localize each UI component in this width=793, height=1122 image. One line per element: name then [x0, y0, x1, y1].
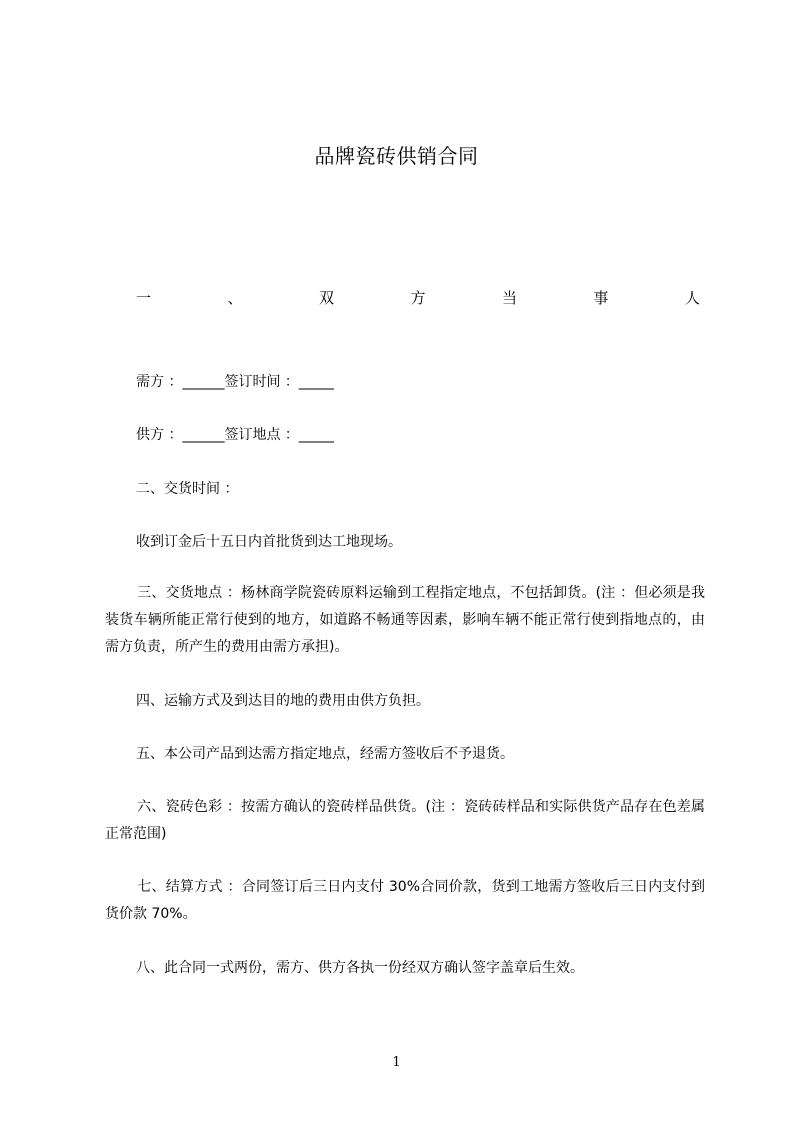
- section3-text: 三、交货地点 ：杨林商学院瓷砖原料运输到工程指定地点，不包括卸货。(注 ：但必须是我装货车辆所能正常行使到的地方，如道路不畅通等因素，影响车辆不能正常行使到指地点的，由需方负责，所产生的费用由需方承担)。: [105, 585, 705, 655]
- section1-heading: [136, 287, 700, 308]
- section3-paragraph: [105, 580, 705, 661]
- buyer-line: 需方 ：______签订时间 ：_____: [136, 374, 334, 390]
- section1-char: 当: [501, 289, 517, 307]
- section1-char: 、: [227, 289, 243, 307]
- section1-char: 一: [136, 289, 152, 307]
- section1-char: 人: [684, 289, 700, 307]
- section5-paragraph: 五、本公司产品到达需方指定地点，经需方签收后不予退货。: [136, 746, 514, 762]
- section6-text: 六、瓷砖色彩 ：按需方确认的瓷砖样品供货。(注 ：瓷砖砖样品和实际供货产品存在色差属正常范围): [105, 799, 705, 842]
- section8-paragraph: 八、此合同一式两份，需方、供方各执一份经双方确认签字盖章后生效。: [136, 960, 584, 976]
- supplier-line: 供方 ：______签订地点 ：_____: [136, 427, 334, 443]
- section6-paragraph: [105, 794, 705, 848]
- document-title: 品牌瓷砖供销合同: [314, 144, 479, 168]
- section7-paragraph: [105, 874, 705, 928]
- section7-text: 七、结算方式 ：合同签订后三日内支付 30%合同价款，货到工地需方签收后三日内支付到货价款 70%。: [105, 879, 705, 922]
- section2-heading: 二、交货时间 ：: [136, 481, 239, 497]
- section4-paragraph: 四、运输方式及到达目的地的费用由供方负担。: [136, 693, 430, 709]
- section1-char: 事: [593, 289, 609, 307]
- section1-char: 双: [318, 289, 334, 307]
- section2-body: 收到订金后十五日内首批货到达工地现场。: [136, 534, 402, 550]
- section1-char: 方: [410, 289, 426, 307]
- page-number: 1: [392, 1055, 401, 1070]
